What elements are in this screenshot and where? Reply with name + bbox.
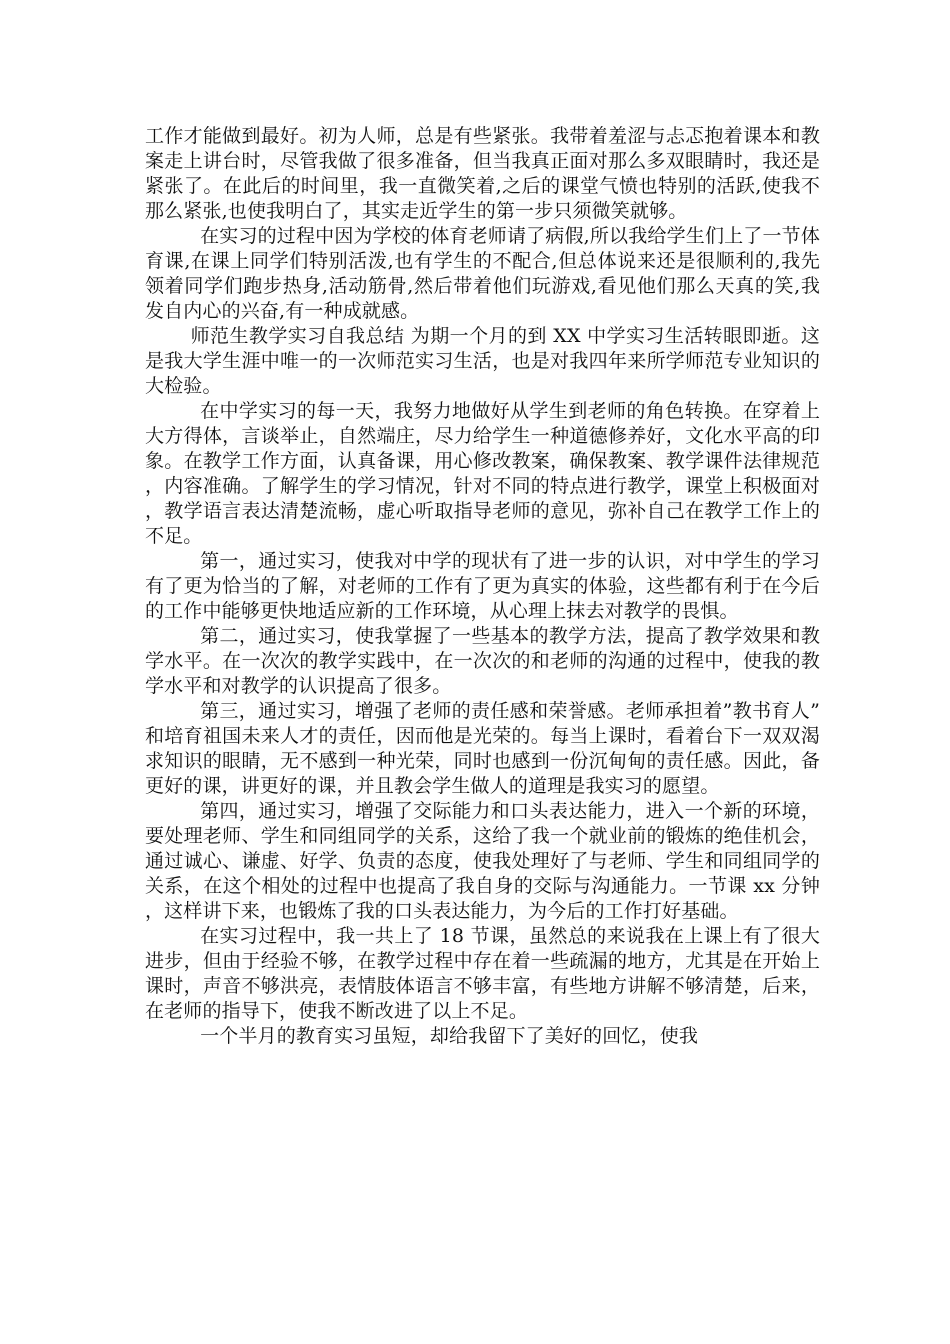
paragraph-fourth: 第四，通过实习，增强了交际能力和口头表达能力，进入一个新的环境，要处理老师、学生和同组同学的关系，这给了我一个就业前的锻炼的绝佳机会，通过诚心、谦虚、好学、负责的态度，使我处理好了与老师、学生和同组同学的关系，在这个相处的过程中也提高了我自身的交际与沟通能力。一节课 xx 分钟，这样讲下来，也锻炼了我的口头表达能力，为今后的工作打好基础。: [145, 800, 820, 922]
paragraph-continued: 工作才能做到最好。初为人师，总是有些紧张。我带着羞涩与忐忑抱着课本和教案走上讲台时，尽管我做了很多准备，但当我真正面对那么多双眼睛时，我还是紧张了。在此后的时间里，我一直微笑着,之后的课堂气愤也特别的活跃,使我不那么紧张,也使我明白了，其实走近学生的第一步只须微笑就够。: [145, 125, 820, 222]
document-body: [145, 124, 820, 1049]
paragraph-closing: 一个半月的教育实习虽短，却给我留下了美好的回忆，使我: [200, 1025, 698, 1047]
paragraph-pe-class: 在实习的过程中因为学校的体育老师请了病假,所以我给学生们上了一节体育课,在课上同学们特别活泼,也有学生的不配合,但总体说来还是很顺利的,我先领着同学们跑步热身,活动筋骨,然后带着他们玩游戏,看见他们那么天真的笑,我发自内心的兴奋,有一种成就感。: [145, 225, 820, 322]
paragraph-summary-title: 师范生教学实习自我总结 为期一个月的到 XX 中学实习生活转眼即逝。这是我大学生涯中唯一的一次师范实习生活，也是对我四年来所学师范专业知识的大检验。: [145, 325, 820, 397]
paragraph-lessons: 在实习过程中，我一共上了 18 节课，虽然总的来说我在上课上有了很大进步，但由于经验不够，在教学过程中存在着一些疏漏的地方，尤其是在开始上课时，声音不够洪亮，表情肢体语言不够丰富，有些地方讲解不够清楚，后来，在老师的指导下，使我不断改进了以上不足。: [145, 925, 820, 1022]
paragraph-third: 第三，通过实习，增强了老师的责任感和荣誉感。老师承担着”教书育人”和培育祖国未来人才的责任，因而他是光荣的。每当上课时，看着台下一双双渴求知识的眼睛，无不感到一种光荣，同时也感到一份沉甸甸的责任感。因此，备更好的课，讲更好的课，并且教会学生做人的道理是我实习的愿望。: [145, 700, 820, 797]
paragraph-first: 第一，通过实习，使我对中学的现状有了进一步的认识，对中学生的学习有了更为恰当的了解，对老师的工作有了更为真实的体验，这些都有利于在今后的工作中能够更快地适应新的工作环境，从心理上抹去对教学的畏惧。: [145, 550, 820, 622]
paragraph-second: 第二，通过实习，使我掌握了一些基本的教学方法，提高了教学效果和教学水平。在一次次的教学实践中，在一次次的和老师的沟通的过程中，使我的教学水平和对教学的认识提高了很多。: [145, 625, 820, 697]
paragraph-daily-practice: 在中学实习的每一天，我努力地做好从学生到老师的角色转换。在穿着上大方得体，言谈举止，自然端庄，尽力给学生一种道德修养好，文化水平高的印象。在教学工作方面，认真备课，用心修改教案，确保教案、教学课件法律规范，内容准确。了解学生的学习情况，针对不同的特点进行教学，课堂上积极面对，教学语言表达清楚流畅，虚心听取指导老师的意见，弥补自己在教学工作上的不足。: [145, 400, 820, 547]
